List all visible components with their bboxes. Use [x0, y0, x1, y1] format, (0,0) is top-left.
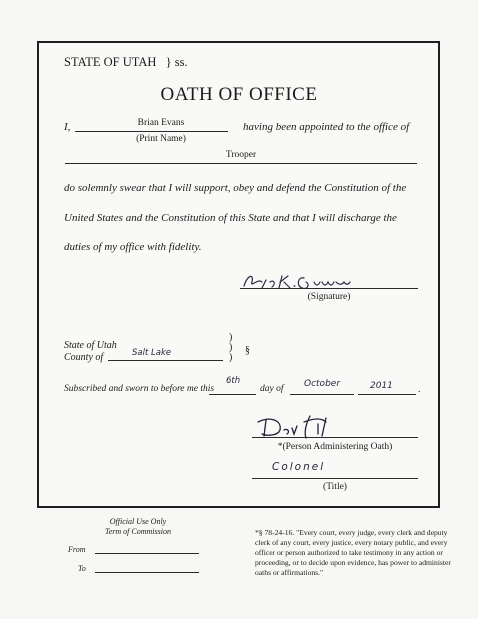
administrator-caption: *(Person Administering Oath) [277, 442, 393, 452]
official-use-label: Official Use Only [109, 517, 167, 526]
county-label: County of [64, 352, 104, 363]
to-line [95, 572, 199, 573]
to-label: To [78, 564, 86, 573]
subscribed-prefix: Subscribed and sworn to before me this [64, 384, 215, 394]
day-of-label: day of [260, 384, 284, 394]
title-line [252, 478, 418, 479]
county-value: Salt Lake [132, 348, 172, 358]
office-line [65, 163, 417, 164]
print-name-value: Brian Evans [137, 118, 185, 128]
oath-line-3: duties of my office with fidelity. [64, 241, 202, 253]
state-header [64, 55, 188, 70]
month-line [290, 394, 354, 395]
day-value: 6th [226, 376, 241, 386]
signature-line [240, 288, 418, 289]
oath-line-1: do solemnly swear that I will support, obey and defend the Constitution of the [64, 182, 407, 194]
document-title: OATH OF OFFICE [160, 84, 318, 105]
title-caption: (Title) [323, 482, 347, 492]
brace-3: ) [229, 352, 233, 363]
term-of-commission-label: Term of Commission [105, 527, 171, 536]
statute-text: *§ 78-24-16. "Every court, every judge, every clerk and deputy clerk of any court, every justice, every notary public, and every officer or person authorized to take testimony in any action or proceeding, or to decide upon evidence, has power to administer oaths or affirmations." [255, 528, 451, 577]
month-value: October [304, 379, 341, 389]
ss-label: } ss. [165, 55, 188, 69]
name-line [75, 131, 228, 132]
state-of-utah: STATE OF UTAH [64, 55, 157, 69]
year-line [358, 394, 416, 395]
print-name-caption: (Print Name) [136, 134, 186, 144]
from-label: From [68, 545, 86, 554]
from-line [95, 553, 199, 554]
administrator-signature [252, 412, 362, 440]
appointment-suffix: having been appointed to the office of [243, 121, 410, 133]
title-value: Colonel [272, 461, 326, 473]
administrator-line [252, 437, 418, 438]
i-prefix: I, [64, 121, 71, 133]
venue-state: State of Utah [64, 340, 117, 351]
year-value: 2011 [370, 381, 393, 391]
brace-1: ) [229, 332, 233, 343]
office-value: Trooper [225, 150, 257, 160]
oath-line-2: United States and the Constitution of this State and that I will discharge the [64, 212, 397, 224]
period: . [418, 385, 421, 395]
signature-caption: (Signature) [307, 292, 351, 302]
day-line [209, 394, 256, 395]
brace-2: ) [229, 342, 233, 353]
county-line [108, 360, 223, 361]
section-symbol: § [245, 345, 250, 356]
